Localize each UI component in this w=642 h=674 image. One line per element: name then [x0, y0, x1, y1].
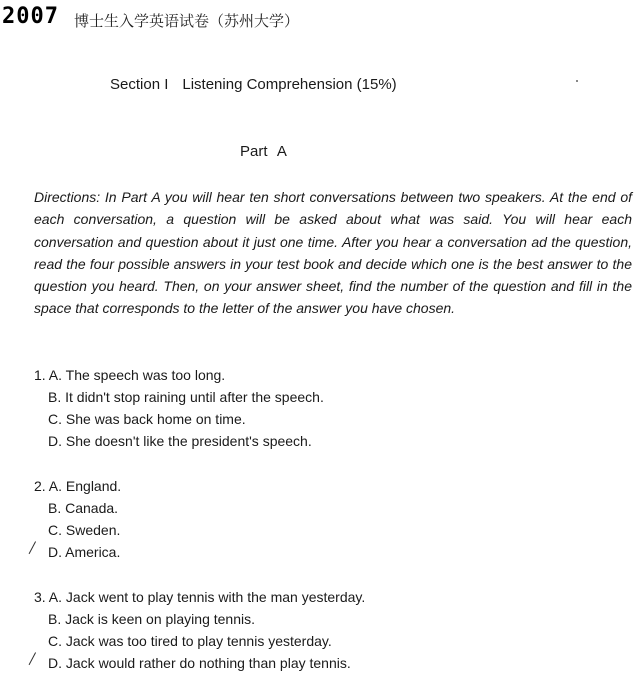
question-3 — [34, 586, 365, 674]
option-3d: D. Jack would rather do nothing than play tennis. — [34, 652, 365, 674]
option-2c: C. Sweden. — [48, 522, 121, 538]
section-heading — [110, 76, 397, 93]
scan-speck — [576, 80, 578, 82]
question-2 — [34, 475, 121, 563]
section-name: Listening Comprehension (15%) — [182, 76, 397, 93]
option-3b: B. Jack is keen on playing tennis. — [48, 611, 256, 627]
option-1a: 1. A. The speech was too long. — [34, 367, 226, 383]
option-3c: C. Jack was too tired to play tennis yesterday. — [48, 633, 332, 649]
option-3a: 3. A. Jack went to play tennis with the man yesterday. — [34, 589, 366, 605]
option-2b: B. Canada. — [48, 500, 119, 516]
option-1b: B. It didn't stop raining until after the speech. — [48, 389, 324, 405]
option-1d: D. She doesn't like the president's speech. — [48, 433, 312, 449]
option-2d: D. America. — [34, 541, 121, 563]
option-1c: C. She was back home on time. — [48, 411, 246, 427]
option-2a: 2. A. England. — [34, 478, 122, 494]
part-title: Part A — [240, 143, 287, 160]
directions-paragraph: Directions: In Part A you will hear ten short conversations between two speakers. At the end of each conversation, a question will be asked about what was said. You will hear each conversation and question about it just one time. After you hear a conversation ad the question, read the four possible answers in your test book and decide which one is the best answer to the question you heard. Then, on your answer sheet, find the number of the question and fill in the space that corresponds to the letter of the answer you have chosen. — [34, 189, 632, 317]
section-label: Section I — [110, 76, 169, 93]
question-1 — [34, 364, 324, 452]
exam-header-title: 博士生入学英语试卷（苏州大学） — [74, 12, 300, 30]
handwritten-year: 2007 — [2, 4, 59, 29]
